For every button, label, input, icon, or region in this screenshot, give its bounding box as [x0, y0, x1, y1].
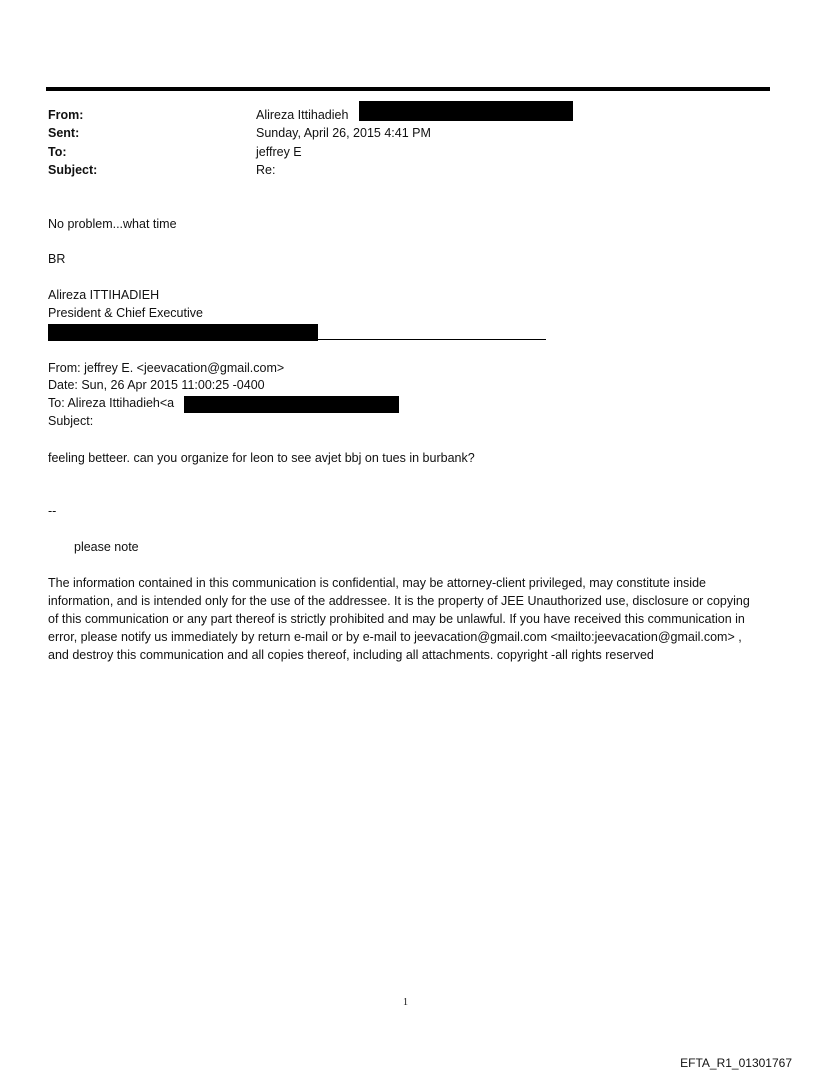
signature-rule — [48, 339, 546, 340]
quoted-to: To: Alireza Ittihadieh<a — [48, 396, 175, 410]
note-heading: please note — [74, 540, 139, 554]
reply-line-1: No problem...what time — [48, 217, 177, 231]
to-label: To: — [48, 145, 67, 159]
from-value: Alireza Ittihadieh — [256, 108, 349, 122]
quoted-from: From: jeffrey E. <jeevacation@gmail.com> — [48, 361, 285, 375]
page-number: 1 — [403, 997, 408, 1008]
signature-separator: -- — [48, 504, 57, 518]
quoted-body: feeling betteer. can you organize for leon to see avjet bbj on tues in burbank? — [48, 451, 475, 465]
confidentiality-disclaimer: The information contained in this communication is confidential, may be attorney-client privileged, may constitute inside information, and is intended only for the use of the addressee. It is the property of JEE Unauthorized use, disclosure or copying of this communication or any part thereof is strictly prohibited and may be unlawful. If you have received this communication in error, please notify us immediately by return e-mail or by e-mail to jeevacation@gmail.com <mailto:jeevacation@gmail.com> , and destroy this communication and all copies thereof, including all attachments. copyright -all rights reserved — [48, 576, 750, 662]
to-value: jeffrey E — [256, 145, 302, 159]
subject-value: Re: — [256, 163, 276, 177]
from-label: From: — [48, 108, 84, 122]
redaction-bar — [184, 396, 399, 413]
sent-value: Sunday, April 26, 2015 4:41 PM — [256, 126, 431, 140]
redaction-bar — [359, 101, 573, 121]
top-rule — [46, 87, 770, 91]
document-id: EFTA_R1_01301767 — [680, 1056, 792, 1070]
signature-name: Alireza ITTIHADIEH — [48, 288, 160, 302]
quoted-subject: Subject: — [48, 414, 94, 428]
quoted-date: Date: Sun, 26 Apr 2015 11:00:25 -0400 — [48, 378, 265, 392]
sent-label: Sent: — [48, 126, 80, 140]
signature-title: President & Chief Executive — [48, 306, 203, 320]
reply-line-2: BR — [48, 252, 66, 266]
subject-label: Subject: — [48, 163, 98, 177]
